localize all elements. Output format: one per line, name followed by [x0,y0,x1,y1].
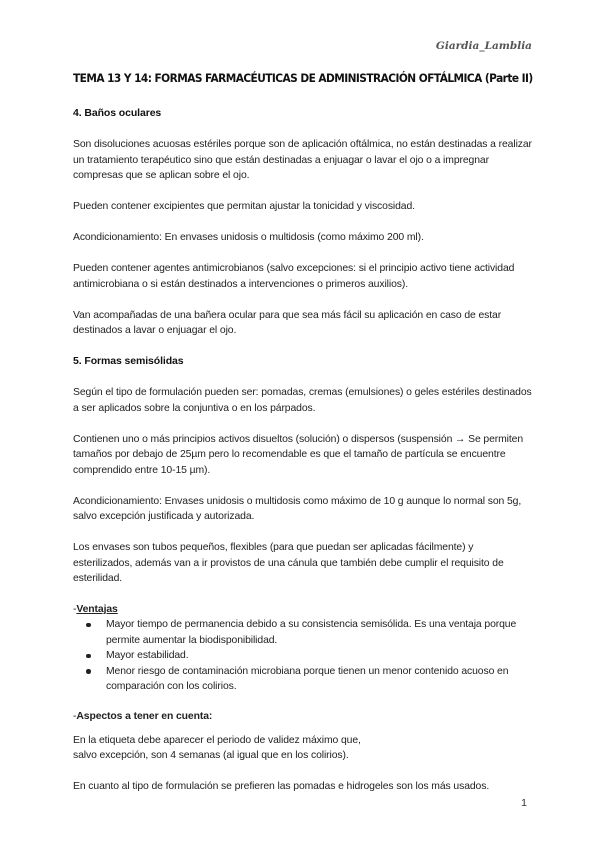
paragraph: Pueden contener agentes antimicrobianos (salvo excepciones: si el principio activo tiene actividad antimicrobiana o si están destinados a intervenciones o primeros auxilios). [73,263,515,290]
aspectos-heading: -Aspectos a tener en cuenta: [73,710,213,722]
ventajas-heading: -Ventajas [73,604,118,615]
ventajas-list [73,617,535,695]
paragraph: Los envases son tubos pequeños, flexibles (para que puedan ser aplicadas fácilmente) y esterilizados, además van a ir provistos de una cánula que también debe cumplir el requisito de esterilidad. [73,542,504,584]
page-title: TEMA 13 Y 14: FORMAS FARMACÉUTICAS DE ADMINISTRACIÓN OFTÁLMICA (Parte II) [73,71,533,85]
paragraph: Acondicionamiento: Envases unidosis o multidosis como máximo de 10 g aunque lo normal son 5g, salvo excepción justificada y autorizada. [73,495,522,522]
document-body [73,106,535,810]
section-heading-banos-oculares: 4. Baños oculares [73,107,162,119]
paragraph: Son disoluciones acuosas estériles porque son de aplicación oftálmica, no están destinadas a realizar un tratamiento terapéutico sino que están destinadas a enjuagar o lavar el ojo o a impregnar compresas que se aplican sobre el ojo. [73,139,532,181]
paragraph: Contienen uno o más principios activos disueltos (solución) o dispersos (suspensión → Se permiten tamaños por debajo de 25µm pero lo recomendable es que el tamaño de partícula se encuentre comprendido entre 10-15 µm). [73,433,524,476]
paragraph: En cuanto al tipo de formulación se prefieren las pomadas e hidrogeles son los más usados. [73,781,490,792]
author-watermark: Giardia_Lamblia [435,40,532,52]
paragraph: Según el tipo de formulación pueden ser: pomadas, cremas (emulsiones) o geles estériles destinados a ser aplicados sobre la conjuntiva o en los párpados. [73,387,532,414]
list-item: Menor riesgo de contaminación microbiana porque tienen un menor contenido acuoso en comparación con los colirios. [106,664,535,695]
paragraph: En la etiqueta debe aparecer el periodo de validez máximo que, salvo excepción, son 4 semanas (al igual que en los colirios). [73,734,361,761]
page-number: 1 [521,797,527,809]
list-item: Mayor tiempo de permanencia debido a su consistencia semisólida. Es una ventaja porque permite aumentar la biodisponibilidad. [106,617,535,648]
paragraph: Acondicionamiento: En envases unidosis o multidosis (como máximo 200 ml). [73,232,424,243]
list-item: Mayor estabilidad. [106,648,535,664]
paragraph: Van acompañadas de una bañera ocular para que sea más fácil su aplicación en caso de estar destinados a lavar o enjuagar el ojo. [73,309,502,336]
section-heading-formas-semisolidas: 5. Formas semisólidas [73,355,184,367]
paragraph: Pueden contener excipientes que permitan ajustar la tonicidad y viscosidad. [73,201,415,212]
